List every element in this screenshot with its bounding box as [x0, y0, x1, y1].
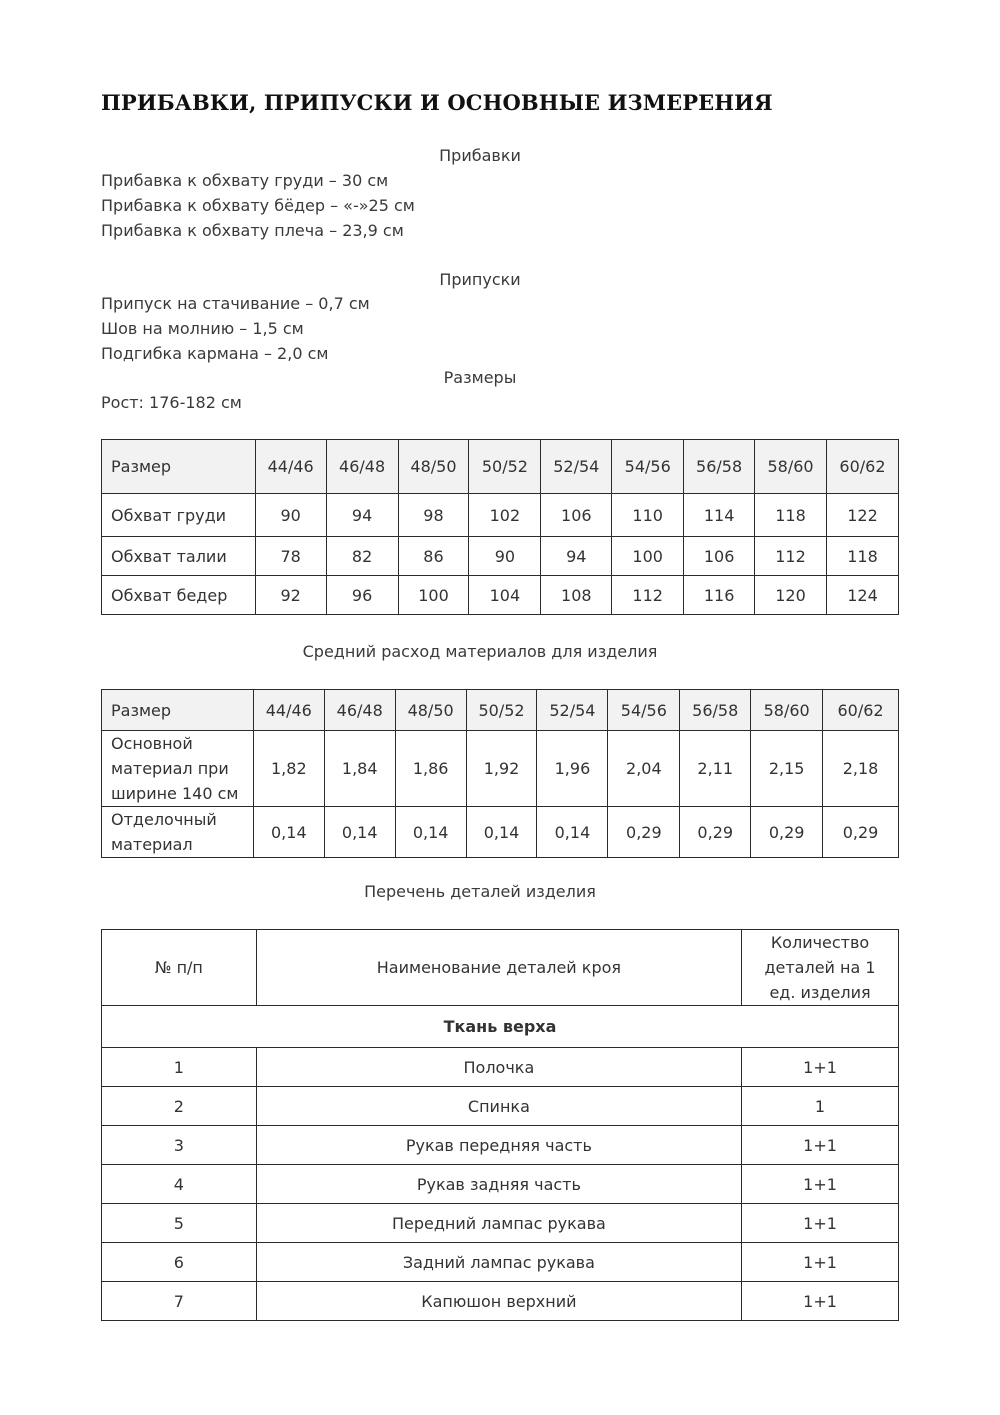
table-cell: 122: [826, 494, 898, 537]
table-cell: 96: [326, 576, 398, 615]
header-cell: № п/п: [102, 930, 257, 1006]
header-cell: Размер: [102, 440, 256, 494]
page-title: ПРИБАВКИ, ПРИПУСКИ И ОСНОВНЫЕ ИЗМЕРЕНИЯ: [101, 90, 773, 115]
table-row: [102, 1204, 899, 1243]
table-cell: 2,15: [751, 731, 823, 807]
table-cell: 100: [612, 537, 684, 576]
table-cell: 6: [102, 1243, 257, 1282]
table-cell: 7: [102, 1282, 257, 1321]
table-cell: Рукав задняя часть: [256, 1165, 741, 1204]
table-cell: 2,11: [680, 731, 751, 807]
table-cell: 1+1: [742, 1282, 899, 1321]
table-row: [102, 1165, 899, 1204]
seam-pocket: Подгибка кармана – 2,0 см: [101, 344, 329, 363]
allowance-hips: Прибавка к обхвату бёдер – «-»25 см: [101, 196, 415, 215]
table-cell: 110: [612, 494, 684, 537]
table-row: [102, 1087, 899, 1126]
table-row: [102, 576, 899, 615]
table-cell: 118: [826, 537, 898, 576]
table-row: [102, 1126, 899, 1165]
seam-zipper: Шов на молнию – 1,5 см: [101, 319, 304, 338]
table-cell: 3: [102, 1126, 257, 1165]
table-cell: 106: [684, 537, 755, 576]
header-cell: 58/60: [755, 440, 827, 494]
materials-heading: Средний расход материалов для изделия: [302, 642, 658, 661]
table-cell: 1,96: [537, 731, 608, 807]
table-cell: Рукав передняя часть: [256, 1126, 741, 1165]
table-row: [102, 1282, 899, 1321]
row-label: Обхват груди: [102, 494, 256, 537]
parts-heading: Перечень деталей изделия: [364, 882, 596, 901]
table-header-row: [102, 690, 899, 731]
header-cell: Размер: [102, 690, 254, 731]
table-cell: 108: [541, 576, 612, 615]
table-row: [102, 537, 899, 576]
table-cell: 124: [826, 576, 898, 615]
row-label: Основной материал при ширине 140 см: [102, 731, 254, 807]
table-cell: 1,84: [324, 731, 395, 807]
table-cell: 106: [541, 494, 612, 537]
table-cell: 1+1: [742, 1243, 899, 1282]
height-range: Рост: 176-182 см: [101, 393, 242, 412]
table-cell: 98: [398, 494, 469, 537]
seams-heading: Припуски: [439, 270, 521, 289]
allowance-chest: Прибавка к обхвату груди – 30 см: [101, 171, 389, 190]
table-cell: Капюшон верхний: [256, 1282, 741, 1321]
header-cell: 50/52: [466, 690, 537, 731]
table-cell: 1,92: [466, 731, 537, 807]
table-cell: 104: [469, 576, 541, 615]
table-cell: 0,14: [395, 807, 466, 858]
header-cell: 60/62: [823, 690, 899, 731]
table-cell: 94: [541, 537, 612, 576]
header-cell: 60/62: [826, 440, 898, 494]
header-cell: 52/54: [537, 690, 608, 731]
table-cell: 78: [255, 537, 326, 576]
header-cell: 52/54: [541, 440, 612, 494]
table-cell: 1: [102, 1048, 257, 1087]
table-cell: 1+1: [742, 1165, 899, 1204]
table-cell: 1,82: [253, 731, 324, 807]
table-cell: 92: [255, 576, 326, 615]
header-cell: 46/48: [326, 440, 398, 494]
table-cell: 112: [755, 537, 827, 576]
table-row: [102, 731, 899, 807]
table-cell: 2: [102, 1087, 257, 1126]
header-cell: 54/56: [608, 690, 680, 731]
header-cell: 50/52: [469, 440, 541, 494]
table-row: [102, 1048, 899, 1087]
seam-stitching: Припуск на стачивание – 0,7 см: [101, 294, 370, 313]
table-cell: 90: [255, 494, 326, 537]
parts-table: [101, 929, 899, 1321]
table-cell: 5: [102, 1204, 257, 1243]
header-cell: 44/46: [255, 440, 326, 494]
table-cell: 0,14: [466, 807, 537, 858]
header-cell: 48/50: [398, 440, 469, 494]
table-cell: 94: [326, 494, 398, 537]
header-cell: Наименование деталей кроя: [256, 930, 741, 1006]
table-cell: 0,14: [324, 807, 395, 858]
header-cell: 44/46: [253, 690, 324, 731]
table-cell: Спинка: [256, 1087, 741, 1126]
header-cell: 58/60: [751, 690, 823, 731]
group-label: Ткань верха: [102, 1006, 899, 1048]
row-label: Обхват талии: [102, 537, 256, 576]
table-cell: 2,18: [823, 731, 899, 807]
table-row: [102, 1243, 899, 1282]
allowance-shoulder: Прибавка к обхвату плеча – 23,9 см: [101, 221, 404, 240]
row-label: Отделочный материал: [102, 807, 254, 858]
table-row: [102, 494, 899, 537]
table-cell: 0,14: [537, 807, 608, 858]
table-cell: 116: [684, 576, 755, 615]
table-cell: 1+1: [742, 1204, 899, 1243]
table-cell: 1,86: [395, 731, 466, 807]
table-cell: 4: [102, 1165, 257, 1204]
allowances-heading: Прибавки: [439, 146, 521, 165]
materials-table: [101, 689, 899, 858]
header-cell: 54/56: [612, 440, 684, 494]
header-cell: 46/48: [324, 690, 395, 731]
table-header-row: [102, 930, 899, 1006]
table-cell: 112: [612, 576, 684, 615]
sizes-heading: Размеры: [443, 368, 517, 387]
table-cell: 82: [326, 537, 398, 576]
table-cell: 120: [755, 576, 827, 615]
sizes-table: [101, 439, 899, 615]
table-cell: 1+1: [742, 1126, 899, 1165]
table-cell: 0,29: [680, 807, 751, 858]
table-group-row: [102, 1006, 899, 1048]
header-cell: Количество деталей на 1 ед. изделия: [742, 930, 899, 1006]
table-cell: 114: [684, 494, 755, 537]
header-cell: 56/58: [684, 440, 755, 494]
table-cell: 118: [755, 494, 827, 537]
table-cell: 0,14: [253, 807, 324, 858]
table-cell: 86: [398, 537, 469, 576]
table-cell: 0,29: [751, 807, 823, 858]
table-cell: 2,04: [608, 731, 680, 807]
table-cell: 0,29: [608, 807, 680, 858]
header-cell: 48/50: [395, 690, 466, 731]
table-header-row: [102, 440, 899, 494]
header-cell: 56/58: [680, 690, 751, 731]
row-label: Обхват бедер: [102, 576, 256, 615]
table-row: [102, 807, 899, 858]
table-cell: Полочка: [256, 1048, 741, 1087]
table-cell: 102: [469, 494, 541, 537]
table-cell: Задний лампас рукава: [256, 1243, 741, 1282]
table-cell: 100: [398, 576, 469, 615]
table-cell: 90: [469, 537, 541, 576]
table-cell: 1+1: [742, 1048, 899, 1087]
table-cell: Передний лампас рукава: [256, 1204, 741, 1243]
table-cell: 0,29: [823, 807, 899, 858]
table-cell: 1: [742, 1087, 899, 1126]
